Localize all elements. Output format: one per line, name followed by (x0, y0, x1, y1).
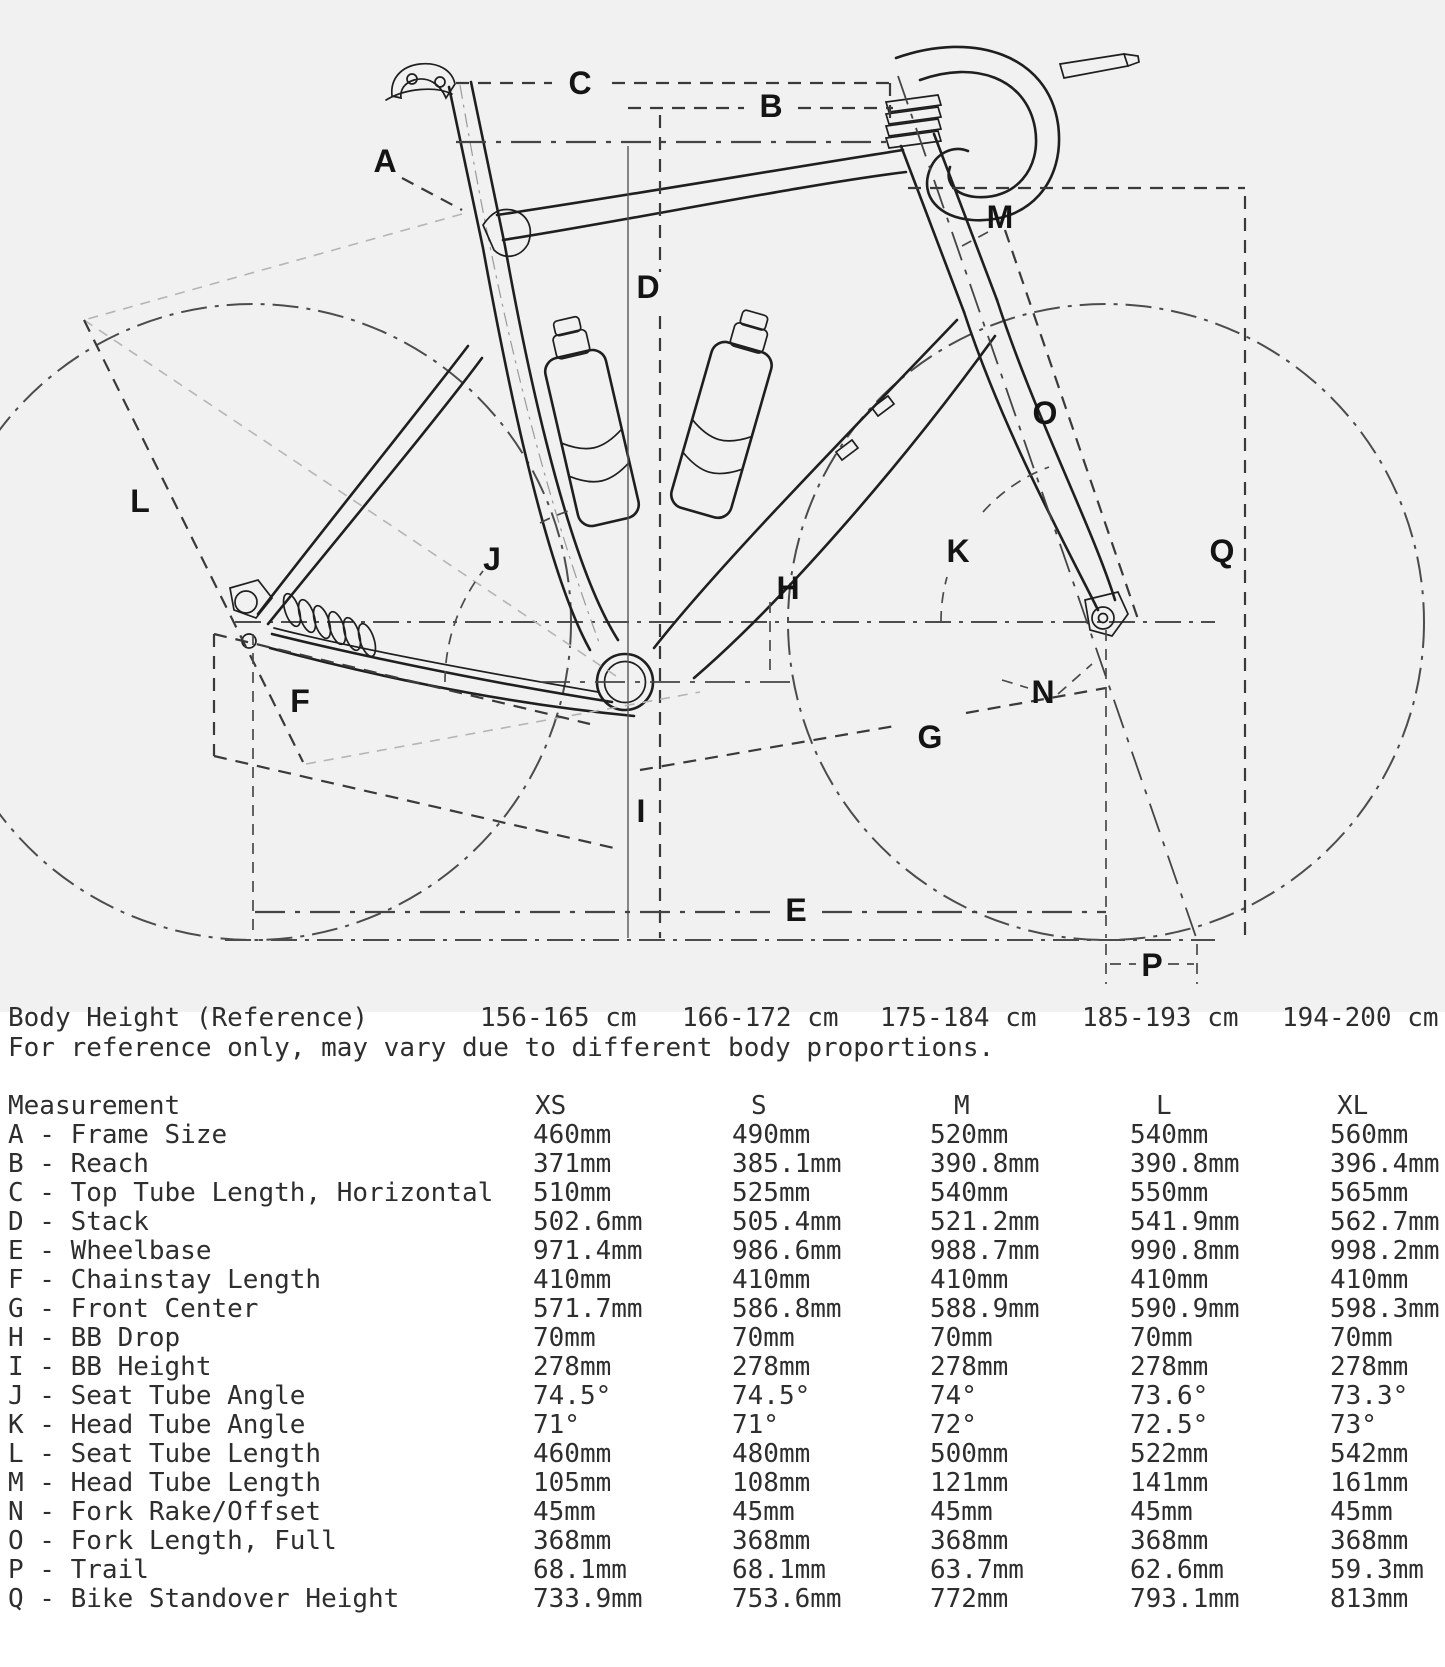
body-height-range: 185-193 cm (1082, 1003, 1239, 1033)
size-value-cell: 410mm (1130, 1265, 1209, 1295)
dim-label-n: N (1031, 674, 1055, 710)
size-value-cell: 278mm (732, 1352, 811, 1382)
size-value-cell: 571.7mm (533, 1294, 643, 1324)
table-row (0, 1150, 1445, 1179)
table-row (0, 1382, 1445, 1411)
size-value-cell: 368mm (1130, 1526, 1209, 1556)
front-dropout (1085, 592, 1128, 636)
table-row (0, 1440, 1445, 1469)
table-row (0, 1353, 1445, 1382)
size-column-header: XL (1337, 1091, 1369, 1121)
wheel-construction-lines (0, 304, 1424, 940)
size-value-cell: 71° (732, 1410, 779, 1440)
measurement-row-label: E - Wheelbase (8, 1236, 212, 1266)
size-value-cell: 278mm (1330, 1352, 1409, 1382)
size-value-cell: 72.5° (1130, 1410, 1209, 1440)
size-value-cell: 108mm (732, 1468, 811, 1498)
size-value-cell: 141mm (1130, 1468, 1209, 1498)
size-value-cell: 460mm (533, 1120, 612, 1150)
size-value-cell: 63.7mm (930, 1555, 1024, 1585)
brake-lever (1060, 54, 1128, 78)
size-value-cell: 521.2mm (930, 1207, 1040, 1237)
size-value-cell: 793.1mm (1130, 1584, 1240, 1614)
size-value-cell: 74.5° (533, 1381, 612, 1411)
size-value-cell: 813mm (1330, 1584, 1409, 1614)
body-height-range: 166-172 cm (682, 1003, 839, 1033)
measurement-row-label: F - Chainstay Length (8, 1265, 322, 1295)
measurement-row-label: C - Top Tube Length, Horizontal (8, 1178, 494, 1208)
size-value-cell: 490mm (732, 1120, 811, 1150)
size-value-cell: 988.7mm (930, 1236, 1040, 1266)
size-value-cell: 72° (930, 1410, 977, 1440)
body-height-row (0, 1004, 1445, 1033)
size-value-cell: 161mm (1330, 1468, 1409, 1498)
dim-label-e: E (785, 892, 807, 928)
size-column-header: S (751, 1091, 767, 1121)
size-value-cell: 278mm (1130, 1352, 1209, 1382)
size-value-cell: 500mm (930, 1439, 1009, 1469)
size-value-cell: 460mm (533, 1439, 612, 1469)
size-value-cell: 541.9mm (1130, 1207, 1240, 1237)
seatpost-axis (460, 85, 600, 645)
size-value-cell: 562.7mm (1330, 1207, 1440, 1237)
dim-label-i: I (636, 793, 646, 829)
size-value-cell: 70mm (1330, 1323, 1393, 1353)
table-row (0, 1324, 1445, 1353)
size-value-cell: 410mm (930, 1265, 1009, 1295)
dim-label-p: P (1141, 947, 1163, 983)
measurement-row-label: Q - Bike Standover Height (8, 1584, 400, 1614)
size-value-cell: 560mm (1330, 1120, 1409, 1150)
headset-spacers (886, 95, 941, 148)
dim-label-f: F (290, 683, 310, 719)
dim-label-h: H (776, 570, 800, 606)
measurement-column-header: Measurement (8, 1091, 181, 1121)
downtube-boss (872, 396, 894, 416)
size-value-cell: 45mm (533, 1497, 596, 1527)
size-column-header: L (1156, 1091, 1172, 1121)
measurement-row-label: G - Front Center (8, 1294, 259, 1324)
measurement-row-label: J - Seat Tube Angle (8, 1381, 306, 1411)
size-value-cell: 990.8mm (1130, 1236, 1240, 1266)
body-height-range: 194-200 cm (1282, 1003, 1439, 1033)
size-value-cell: 998.2mm (1330, 1236, 1440, 1266)
dim-label-l: L (130, 483, 150, 519)
table-header-row (0, 1092, 1445, 1121)
dim-label-k: K (946, 533, 970, 569)
body-height-range: 156-165 cm (480, 1003, 637, 1033)
size-value-cell: 598.3mm (1330, 1294, 1440, 1324)
table-row (0, 1237, 1445, 1266)
size-value-cell: 505.4mm (732, 1207, 842, 1237)
size-value-cell: 385.1mm (732, 1149, 842, 1179)
size-value-cell: 59.3mm (1330, 1555, 1424, 1585)
size-value-cell: 71° (533, 1410, 580, 1440)
size-value-cell: 368mm (930, 1526, 1009, 1556)
dim-label-j: J (483, 541, 501, 577)
size-value-cell: 753.6mm (732, 1584, 842, 1614)
dim-label-b: B (759, 88, 783, 124)
size-value-cell: 371mm (533, 1149, 612, 1179)
frame-drawing (230, 47, 1139, 716)
size-value-cell: 586.8mm (732, 1294, 842, 1324)
size-value-cell: 74.5° (732, 1381, 811, 1411)
measurement-row-label: K - Head Tube Angle (8, 1410, 306, 1440)
measurement-row-label: A - Frame Size (8, 1120, 228, 1150)
size-value-cell: 45mm (930, 1497, 993, 1527)
handlebar (896, 47, 1139, 220)
size-value-cell: 502.6mm (533, 1207, 643, 1237)
table-row (0, 1469, 1445, 1498)
measurement-row-label: D - Stack (8, 1207, 149, 1237)
size-column-header: XS (535, 1091, 567, 1121)
measurement-row-label: O - Fork Length, Full (8, 1526, 337, 1556)
dim-label-c: C (568, 65, 592, 101)
measurement-row-label: P - Trail (8, 1555, 149, 1585)
size-value-cell: 278mm (533, 1352, 612, 1382)
size-value-cell: 540mm (930, 1178, 1009, 1208)
size-value-cell: 70mm (1130, 1323, 1193, 1353)
size-value-cell: 542mm (1330, 1439, 1409, 1469)
dim-label-g: G (917, 719, 943, 755)
table-row (0, 1266, 1445, 1295)
size-value-cell: 45mm (1130, 1497, 1193, 1527)
dim-label-d: D (636, 269, 660, 305)
table-row (0, 1527, 1445, 1556)
measurement-row-label: M - Head Tube Length (8, 1468, 322, 1498)
size-value-cell: 733.9mm (533, 1584, 643, 1614)
size-value-cell: 121mm (930, 1468, 1009, 1498)
measurement-row-label: I - BB Height (8, 1352, 212, 1382)
size-value-cell: 73° (1330, 1410, 1377, 1440)
table-row (0, 1208, 1445, 1237)
size-value-cell: 396.4mm (1330, 1149, 1440, 1179)
size-value-cell: 480mm (732, 1439, 811, 1469)
size-value-cell: 525mm (732, 1178, 811, 1208)
measurement-row-label: N - Fork Rake/Offset (8, 1497, 322, 1527)
body-height-range: 175-184 cm (880, 1003, 1037, 1033)
table-row (0, 1556, 1445, 1585)
size-value-cell: 588.9mm (930, 1294, 1040, 1324)
dim-label-a: A (373, 143, 397, 179)
size-value-cell: 520mm (930, 1120, 1009, 1150)
size-value-cell: 68.1mm (533, 1555, 627, 1585)
size-value-cell: 70mm (533, 1323, 596, 1353)
size-column-header: M (954, 1091, 970, 1121)
body-height-note: For reference only, may vary due to different body proportions. (8, 1033, 995, 1063)
size-value-cell: 550mm (1130, 1178, 1209, 1208)
size-value-cell: 62.6mm (1130, 1555, 1224, 1585)
measurement-row-label: L - Seat Tube Length (8, 1439, 322, 1469)
measurement-row-label: B - Reach (8, 1149, 149, 1179)
table-row (0, 1295, 1445, 1324)
size-value-cell: 410mm (1330, 1265, 1409, 1295)
size-value-cell: 565mm (1330, 1178, 1409, 1208)
size-value-cell: 772mm (930, 1584, 1009, 1614)
size-value-cell: 390.8mm (1130, 1149, 1240, 1179)
size-value-cell: 368mm (533, 1526, 612, 1556)
size-value-cell: 410mm (732, 1265, 811, 1295)
size-value-cell: 73.6° (1130, 1381, 1209, 1411)
size-value-cell: 368mm (1330, 1526, 1409, 1556)
size-value-cell: 70mm (930, 1323, 993, 1353)
size-value-cell: 410mm (533, 1265, 612, 1295)
size-value-cell: 105mm (533, 1468, 612, 1498)
size-value-cell: 74° (930, 1381, 977, 1411)
body-height-note-row (0, 1034, 1445, 1063)
table-row (0, 1121, 1445, 1150)
dim-label-m: M (986, 199, 1014, 235)
size-value-cell: 368mm (732, 1526, 811, 1556)
measurement-row-label: H - BB Drop (8, 1323, 181, 1353)
size-value-cell: 45mm (1330, 1497, 1393, 1527)
size-value-cell: 590.9mm (1130, 1294, 1240, 1324)
table-row (0, 1411, 1445, 1440)
size-value-cell: 510mm (533, 1178, 612, 1208)
seat-tube-bottle (534, 312, 641, 529)
dim-label-q: Q (1209, 533, 1235, 569)
table-row (0, 1585, 1445, 1614)
size-value-cell: 971.4mm (533, 1236, 643, 1266)
size-value-cell: 70mm (732, 1323, 795, 1353)
size-value-cell: 522mm (1130, 1439, 1209, 1469)
saddle-clamp (386, 64, 455, 100)
size-value-cell: 540mm (1130, 1120, 1209, 1150)
size-value-cell: 986.6mm (732, 1236, 842, 1266)
body-height-label: Body Height (Reference) (8, 1003, 369, 1033)
table-row (0, 1179, 1445, 1208)
size-value-cell: 278mm (930, 1352, 1009, 1382)
dim-label-o: O (1032, 395, 1058, 431)
table-row (0, 1498, 1445, 1527)
size-value-cell: 73.3° (1330, 1381, 1409, 1411)
dimension-labels (130, 65, 1234, 983)
down-tube-bottle (668, 304, 785, 521)
size-value-cell: 45mm (732, 1497, 795, 1527)
size-value-cell: 68.1mm (732, 1555, 826, 1585)
size-value-cell: 390.8mm (930, 1149, 1040, 1179)
